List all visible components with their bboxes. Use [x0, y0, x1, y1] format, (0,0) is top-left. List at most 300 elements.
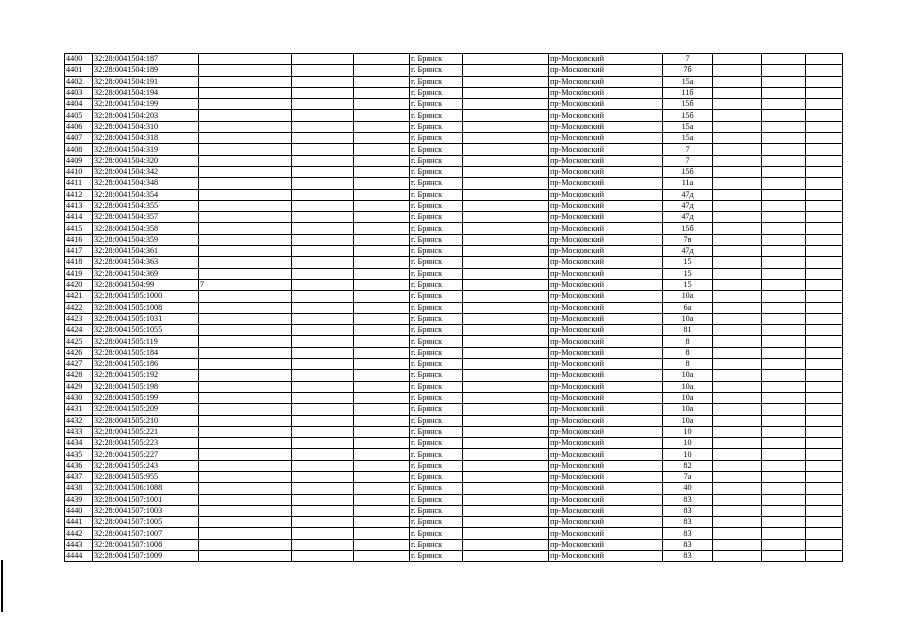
- cell-empty: [354, 110, 410, 121]
- cell-empty: [463, 178, 549, 189]
- cell-empty: [463, 189, 549, 200]
- house-number: 47д: [663, 189, 713, 200]
- cell-col3: [199, 494, 292, 505]
- cell-empty: [762, 551, 806, 562]
- house-number: 11а: [663, 178, 713, 189]
- cell-col3: [199, 471, 292, 482]
- cadastral-number: 32:28:0041504:348: [93, 178, 199, 189]
- city-cell: г. Брянск: [410, 99, 463, 110]
- cell-empty: [713, 212, 762, 223]
- cell-empty: [762, 257, 806, 268]
- cell-empty: [713, 155, 762, 166]
- cell-col3: [199, 551, 292, 562]
- street-cell: пр-Московский: [549, 336, 663, 347]
- city-cell: г. Брянск: [410, 234, 463, 245]
- house-number: 15а: [663, 121, 713, 132]
- street-cell: пр-Московский: [549, 246, 663, 257]
- cell-empty: [713, 449, 762, 460]
- cell-empty: [762, 121, 806, 132]
- cell-empty: [713, 528, 762, 539]
- cell-empty: [292, 359, 354, 370]
- cell-empty: [354, 234, 410, 245]
- cell-empty: [292, 54, 354, 65]
- cadastral-number: 32:28:0041505:1000: [93, 291, 199, 302]
- cell-empty: [713, 505, 762, 516]
- cell-empty: [463, 279, 549, 290]
- cell-empty: [713, 381, 762, 392]
- table-row: [65, 155, 843, 166]
- street-cell: пр-Московский: [549, 268, 663, 279]
- cell-empty: [713, 404, 762, 415]
- cell-empty: [292, 483, 354, 494]
- cell-empty: [762, 392, 806, 403]
- cadastral-number: 32:28:0041505:192: [93, 370, 199, 381]
- cell-empty: [354, 200, 410, 211]
- street-cell: пр-Московский: [549, 189, 663, 200]
- table-row: [65, 551, 843, 562]
- cell-empty: [463, 110, 549, 121]
- cell-empty: [806, 189, 843, 200]
- street-cell: пр-Московский: [549, 110, 663, 121]
- cell-col3: [199, 392, 292, 403]
- cell-empty: [713, 370, 762, 381]
- house-number: 15: [663, 268, 713, 279]
- cadastral-number: 32:28:0041504:369: [93, 268, 199, 279]
- cell-empty: [354, 223, 410, 234]
- cadastral-number: 32:28:0041505:198: [93, 381, 199, 392]
- row-number: 4425: [65, 336, 93, 347]
- cell-empty: [806, 313, 843, 324]
- row-number: 4407: [65, 133, 93, 144]
- table-row: [65, 370, 843, 381]
- cell-empty: [806, 505, 843, 516]
- city-cell: г. Брянск: [410, 426, 463, 437]
- cell-empty: [354, 460, 410, 471]
- house-number: 83: [663, 517, 713, 528]
- cadastral-number: 32:28:0041504:187: [93, 54, 199, 65]
- cell-empty: [713, 268, 762, 279]
- cell-empty: [354, 133, 410, 144]
- cell-col3: [199, 325, 292, 336]
- cell-empty: [463, 505, 549, 516]
- cell-empty: [806, 200, 843, 211]
- row-number: 4416: [65, 234, 93, 245]
- house-number: 10а: [663, 313, 713, 324]
- cell-empty: [713, 460, 762, 471]
- row-number: 4433: [65, 426, 93, 437]
- house-number: 10: [663, 438, 713, 449]
- cell-empty: [354, 99, 410, 110]
- cell-empty: [292, 121, 354, 132]
- cadastral-number: 32:28:0041505:210: [93, 415, 199, 426]
- cell-empty: [354, 144, 410, 155]
- city-cell: г. Брянск: [410, 212, 463, 223]
- city-cell: г. Брянск: [410, 110, 463, 121]
- cell-empty: [762, 189, 806, 200]
- table-row: [65, 65, 843, 76]
- cell-empty: [292, 347, 354, 358]
- cell-empty: [806, 551, 843, 562]
- street-cell: пр-Московский: [549, 471, 663, 482]
- row-number: 4401: [65, 65, 93, 76]
- house-number: 15: [663, 279, 713, 290]
- cadastral-number: 32:28:0041506:1088: [93, 483, 199, 494]
- cadastral-number: 32:28:0041504:199: [93, 99, 199, 110]
- house-number: 10а: [663, 404, 713, 415]
- street-cell: пр-Московский: [549, 166, 663, 177]
- cell-empty: [463, 212, 549, 223]
- house-number: 15а: [663, 133, 713, 144]
- cadastral-number: 32:28:0041507:1009: [93, 551, 199, 562]
- cell-col3: [199, 426, 292, 437]
- row-number: 4437: [65, 471, 93, 482]
- cell-empty: [806, 528, 843, 539]
- cell-col3: [199, 381, 292, 392]
- street-cell: пр-Московский: [549, 438, 663, 449]
- cell-empty: [354, 483, 410, 494]
- house-number: 8: [663, 347, 713, 358]
- cadastral-number: 32:28:0041505:186: [93, 359, 199, 370]
- cell-empty: [354, 438, 410, 449]
- cadastral-number: 32:28:0041505:119: [93, 336, 199, 347]
- cell-empty: [354, 336, 410, 347]
- cell-empty: [806, 133, 843, 144]
- cell-empty: [713, 121, 762, 132]
- row-number: 4439: [65, 494, 93, 505]
- cell-empty: [806, 392, 843, 403]
- cell-empty: [806, 483, 843, 494]
- cell-empty: [463, 404, 549, 415]
- row-number: 4409: [65, 155, 93, 166]
- row-number: 4428: [65, 370, 93, 381]
- cell-col3: [199, 291, 292, 302]
- cell-empty: [713, 189, 762, 200]
- cell-empty: [806, 291, 843, 302]
- cell-empty: [762, 234, 806, 245]
- cadastral-number: 32:28:0041504:342: [93, 166, 199, 177]
- cell-empty: [762, 200, 806, 211]
- table-row: [65, 76, 843, 87]
- table-row: [65, 438, 843, 449]
- cell-col3: [199, 144, 292, 155]
- cadastral-number: 32:28:0041504:189: [93, 65, 199, 76]
- cell-empty: [762, 336, 806, 347]
- house-number: 81: [663, 325, 713, 336]
- table-row: [65, 189, 843, 200]
- table-row: [65, 200, 843, 211]
- street-cell: пр-Московский: [549, 87, 663, 98]
- cell-empty: [463, 200, 549, 211]
- cell-empty: [713, 133, 762, 144]
- cell-empty: [713, 438, 762, 449]
- cadastral-number: 32:28:0041505:184: [93, 347, 199, 358]
- cell-empty: [713, 200, 762, 211]
- row-number: 4441: [65, 517, 93, 528]
- street-cell: пр-Московский: [549, 200, 663, 211]
- cell-col3: [199, 539, 292, 550]
- street-cell: пр-Московский: [549, 551, 663, 562]
- cell-empty: [354, 189, 410, 200]
- table-row: [65, 212, 843, 223]
- table-row: [65, 54, 843, 65]
- cell-empty: [762, 505, 806, 516]
- cadastral-number: 32:28:0041505:209: [93, 404, 199, 415]
- cell-empty: [354, 471, 410, 482]
- street-cell: пр-Московский: [549, 392, 663, 403]
- house-number: 40: [663, 483, 713, 494]
- house-number: 10: [663, 426, 713, 437]
- cell-empty: [762, 471, 806, 482]
- cell-empty: [713, 347, 762, 358]
- cell-empty: [463, 133, 549, 144]
- cell-empty: [762, 449, 806, 460]
- cell-empty: [354, 302, 410, 313]
- house-number: 83: [663, 539, 713, 550]
- cell-empty: [354, 426, 410, 437]
- city-cell: г. Брянск: [410, 144, 463, 155]
- street-cell: пр-Московский: [549, 347, 663, 358]
- street-cell: пр-Московский: [549, 121, 663, 132]
- row-number: 4418: [65, 257, 93, 268]
- cell-empty: [762, 483, 806, 494]
- cell-empty: [292, 200, 354, 211]
- cell-empty: [713, 517, 762, 528]
- table-row: [65, 449, 843, 460]
- cell-empty: [806, 370, 843, 381]
- cell-empty: [292, 178, 354, 189]
- cell-empty: [463, 99, 549, 110]
- street-cell: пр-Московский: [549, 359, 663, 370]
- table-row: [65, 110, 843, 121]
- cell-empty: [463, 325, 549, 336]
- city-cell: г. Брянск: [410, 517, 463, 528]
- street-cell: пр-Московский: [549, 234, 663, 245]
- cell-col3: [199, 121, 292, 132]
- cadastral-number: 32:28:0041507:1001: [93, 494, 199, 505]
- cell-empty: [762, 313, 806, 324]
- cell-col3: [199, 65, 292, 76]
- house-number: 83: [663, 551, 713, 562]
- house-number: 10: [663, 449, 713, 460]
- cadastral-number: 32:28:0041504:310: [93, 121, 199, 132]
- cell-col3: [199, 234, 292, 245]
- cell-col3: [199, 359, 292, 370]
- city-cell: г. Брянск: [410, 54, 463, 65]
- cell-empty: [354, 313, 410, 324]
- cell-empty: [713, 76, 762, 87]
- house-number: 47д: [663, 200, 713, 211]
- scan-edge-mark: [1, 560, 3, 612]
- city-cell: г. Брянск: [410, 87, 463, 98]
- cell-empty: [806, 404, 843, 415]
- cell-empty: [292, 539, 354, 550]
- city-cell: г. Брянск: [410, 178, 463, 189]
- cell-empty: [713, 178, 762, 189]
- cell-empty: [762, 178, 806, 189]
- table-row: [65, 404, 843, 415]
- cell-col3: 7: [199, 279, 292, 290]
- cell-empty: [463, 257, 549, 268]
- city-cell: г. Брянск: [410, 268, 463, 279]
- cell-col3: [199, 449, 292, 460]
- cell-empty: [354, 347, 410, 358]
- table-row: [65, 87, 843, 98]
- cadastral-number: 32:28:0041505:1031: [93, 313, 199, 324]
- table-row: [65, 133, 843, 144]
- cadastral-number: 32:28:0041504:354: [93, 189, 199, 200]
- city-cell: г. Брянск: [410, 449, 463, 460]
- cell-col3: [199, 404, 292, 415]
- cell-empty: [463, 426, 549, 437]
- cell-empty: [806, 99, 843, 110]
- cell-empty: [292, 313, 354, 324]
- cell-empty: [806, 302, 843, 313]
- cell-col3: [199, 347, 292, 358]
- cell-empty: [806, 381, 843, 392]
- city-cell: г. Брянск: [410, 551, 463, 562]
- cadastral-number: 32:28:0041504:191: [93, 76, 199, 87]
- table-row: [65, 415, 843, 426]
- cell-empty: [762, 65, 806, 76]
- cell-empty: [463, 381, 549, 392]
- cell-empty: [292, 189, 354, 200]
- row-number: 4411: [65, 178, 93, 189]
- cell-empty: [292, 257, 354, 268]
- cell-empty: [463, 302, 549, 313]
- cell-empty: [354, 415, 410, 426]
- cell-empty: [806, 359, 843, 370]
- cell-empty: [762, 404, 806, 415]
- cell-empty: [354, 494, 410, 505]
- row-number: 4440: [65, 505, 93, 516]
- table-row: [65, 483, 843, 494]
- city-cell: г. Брянск: [410, 189, 463, 200]
- cell-empty: [463, 54, 549, 65]
- street-cell: пр-Московский: [549, 133, 663, 144]
- cell-empty: [354, 528, 410, 539]
- table-row: [65, 313, 843, 324]
- cadastral-number: 32:28:0041504:99: [93, 279, 199, 290]
- cell-empty: [354, 121, 410, 132]
- cell-empty: [713, 65, 762, 76]
- row-number: 4402: [65, 76, 93, 87]
- street-cell: пр-Московский: [549, 517, 663, 528]
- cell-empty: [354, 268, 410, 279]
- cell-empty: [463, 336, 549, 347]
- cell-empty: [292, 110, 354, 121]
- cell-empty: [713, 144, 762, 155]
- cadastral-number: 32:28:0041505:223: [93, 438, 199, 449]
- cell-empty: [463, 370, 549, 381]
- cell-empty: [463, 517, 549, 528]
- cell-empty: [292, 279, 354, 290]
- cell-col3: [199, 517, 292, 528]
- cell-empty: [806, 110, 843, 121]
- city-cell: г. Брянск: [410, 392, 463, 403]
- row-number: 4430: [65, 392, 93, 403]
- house-number: 47д: [663, 212, 713, 223]
- cell-empty: [463, 246, 549, 257]
- cell-empty: [292, 370, 354, 381]
- cell-empty: [806, 517, 843, 528]
- house-number: 15б: [663, 223, 713, 234]
- cadastral-number: 32:28:0041504:203: [93, 110, 199, 121]
- cell-empty: [354, 392, 410, 403]
- table-row: [65, 471, 843, 482]
- cell-empty: [354, 404, 410, 415]
- row-number: 4403: [65, 87, 93, 98]
- cell-empty: [354, 279, 410, 290]
- cell-col3: [199, 54, 292, 65]
- cell-empty: [354, 505, 410, 516]
- cell-empty: [292, 551, 354, 562]
- cell-empty: [292, 438, 354, 449]
- cell-empty: [292, 291, 354, 302]
- house-number: 83: [663, 528, 713, 539]
- city-cell: г. Брянск: [410, 347, 463, 358]
- cell-empty: [292, 426, 354, 437]
- cell-col3: [199, 212, 292, 223]
- row-number: 4419: [65, 268, 93, 279]
- cell-empty: [354, 155, 410, 166]
- house-number: 82: [663, 460, 713, 471]
- table-row: [65, 517, 843, 528]
- cell-empty: [292, 528, 354, 539]
- cell-empty: [354, 212, 410, 223]
- cell-empty: [762, 246, 806, 257]
- cadastral-number: 32:28:0041505:1055: [93, 325, 199, 336]
- table-row: [65, 460, 843, 471]
- cell-empty: [354, 54, 410, 65]
- cell-empty: [806, 246, 843, 257]
- house-number: 7а: [663, 471, 713, 482]
- cell-empty: [463, 460, 549, 471]
- cell-empty: [806, 166, 843, 177]
- cell-empty: [292, 65, 354, 76]
- cell-empty: [463, 155, 549, 166]
- street-cell: пр-Московский: [549, 325, 663, 336]
- cell-empty: [762, 517, 806, 528]
- city-cell: г. Брянск: [410, 257, 463, 268]
- cell-empty: [713, 99, 762, 110]
- cell-empty: [463, 471, 549, 482]
- city-cell: г. Брянск: [410, 359, 463, 370]
- cell-empty: [762, 87, 806, 98]
- cell-empty: [713, 415, 762, 426]
- cell-empty: [762, 415, 806, 426]
- table-row: [65, 494, 843, 505]
- house-number: 47д: [663, 246, 713, 257]
- row-number: 4432: [65, 415, 93, 426]
- cell-empty: [463, 551, 549, 562]
- house-number: 8: [663, 336, 713, 347]
- table-row: [65, 166, 843, 177]
- house-number: 10а: [663, 392, 713, 403]
- cell-empty: [762, 155, 806, 166]
- cell-col3: [199, 313, 292, 324]
- cell-empty: [292, 268, 354, 279]
- cell-empty: [354, 325, 410, 336]
- cell-empty: [713, 325, 762, 336]
- cell-empty: [292, 144, 354, 155]
- cell-empty: [292, 404, 354, 415]
- street-cell: пр-Московский: [549, 291, 663, 302]
- cell-col3: [199, 110, 292, 121]
- table-row: [65, 426, 843, 437]
- cell-empty: [762, 279, 806, 290]
- city-cell: г. Брянск: [410, 155, 463, 166]
- cell-empty: [463, 223, 549, 234]
